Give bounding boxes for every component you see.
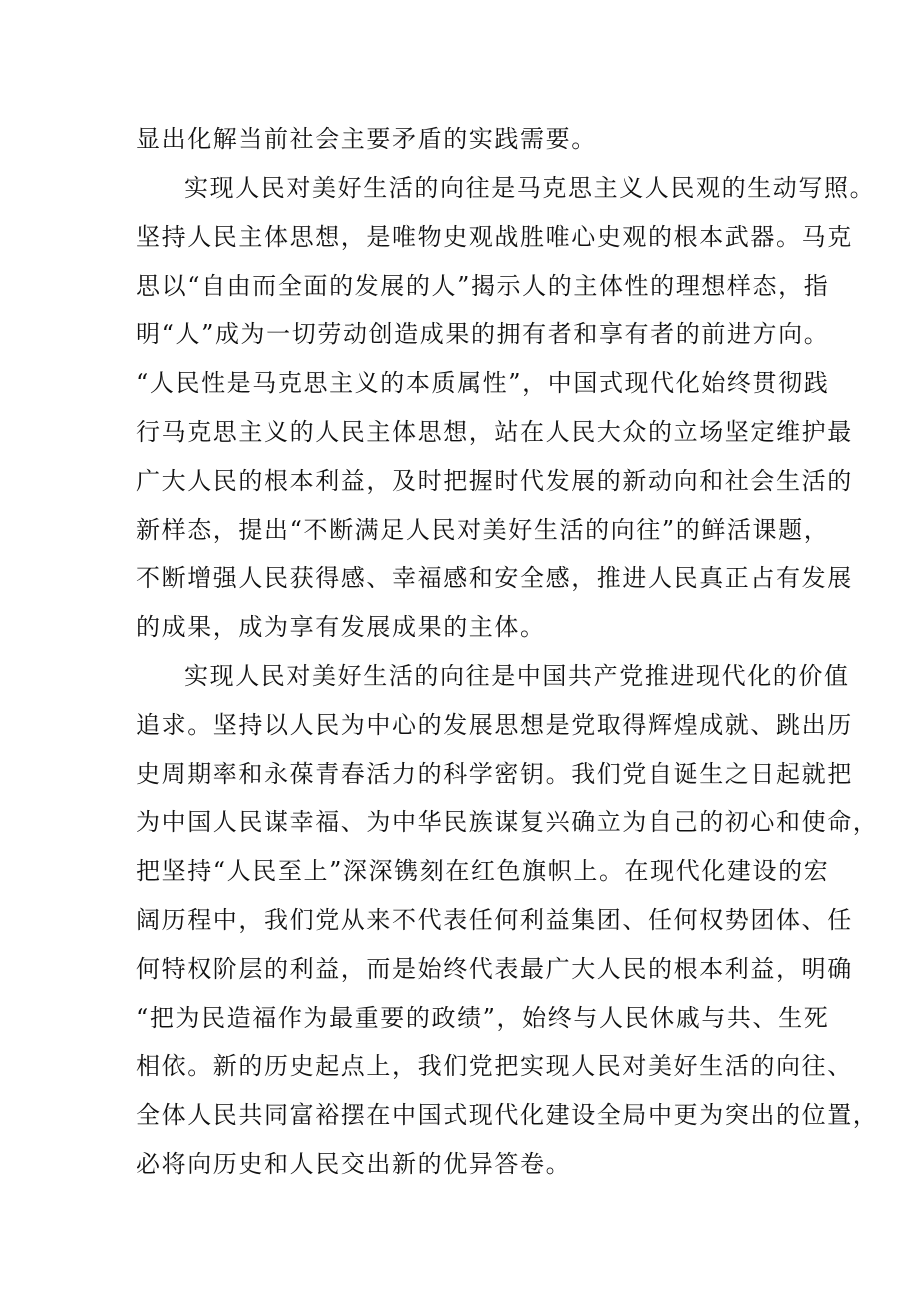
text-line: “人民性是马克思主义的本质属性”，中国式现代化始终贯彻践 (136, 369, 830, 397)
text-line: 必将向历史和人民交出新的优异答卷。 (136, 1150, 572, 1178)
text-line: 显出化解当前社会主要矛盾的实践需要。 (136, 125, 597, 153)
text-line: 何特权阶层的利益，而是始终代表最广大人民的根本利益，明确 (136, 955, 853, 983)
paragraph-1-first-line: 实现人民对美好生活的向往是马克思主义人民观的生动写照。 (184, 174, 876, 202)
text-line: 新样态，提出“不断满足人民对美好生活的向往”的鲜活课题， (136, 516, 830, 544)
text-line: 全体人民共同富裕摆在中国式现代化建设全局中更为突出的位置， (136, 1101, 879, 1129)
text-line: 行马克思主义的人民主体思想，站在人民大众的立场坚定维护最 (136, 418, 853, 446)
text-line: 思以“自由而全面的发展的人”揭示人的主体性的理想样态，指 (136, 272, 830, 300)
text-line: 相依。新的历史起点上，我们党把实现人民对美好生活的向往、 (136, 1052, 853, 1080)
text-line: 为中国人民谋幸福、为中华民族谋复兴确立为自己的初心和使命， (136, 808, 879, 836)
text-line: “把为民造福作为最重要的政绩”，始终与人民休戚与共、生死 (136, 1004, 830, 1032)
text-line: 史周期率和永葆青春活力的科学密钥。我们党自诞生之日起就把 (136, 760, 853, 788)
text-line: 把坚持“人民至上”深深镌刻在红色旗帜上。在现代化建设的宏 (136, 857, 830, 885)
text-line: 追求。坚持以人民为中心的发展思想是党取得辉煌成就、跳出历 (136, 711, 853, 739)
text-line: 不断增强人民获得感、幸福感和安全感，推进人民真正占有发展 (136, 564, 853, 592)
text-line: 坚持人民主体思想，是唯物史观战胜唯心史观的根本武器。马克 (136, 223, 853, 251)
paragraph-2-first-line: 实现人民对美好生活的向往是中国共产党推进现代化的价值 (184, 662, 850, 690)
text-line: 的成果，成为享有发展成果的主体。 (136, 613, 546, 641)
text-line: 广大人民的根本利益，及时把握时代发展的新动向和社会生活的 (136, 467, 853, 495)
text-line: 明“人”成为一切劳动创造成果的拥有者和享有者的前进方向。 (136, 320, 830, 348)
text-line: 阔历程中，我们党从来不代表任何利益集团、任何权势团体、任 (136, 906, 853, 934)
